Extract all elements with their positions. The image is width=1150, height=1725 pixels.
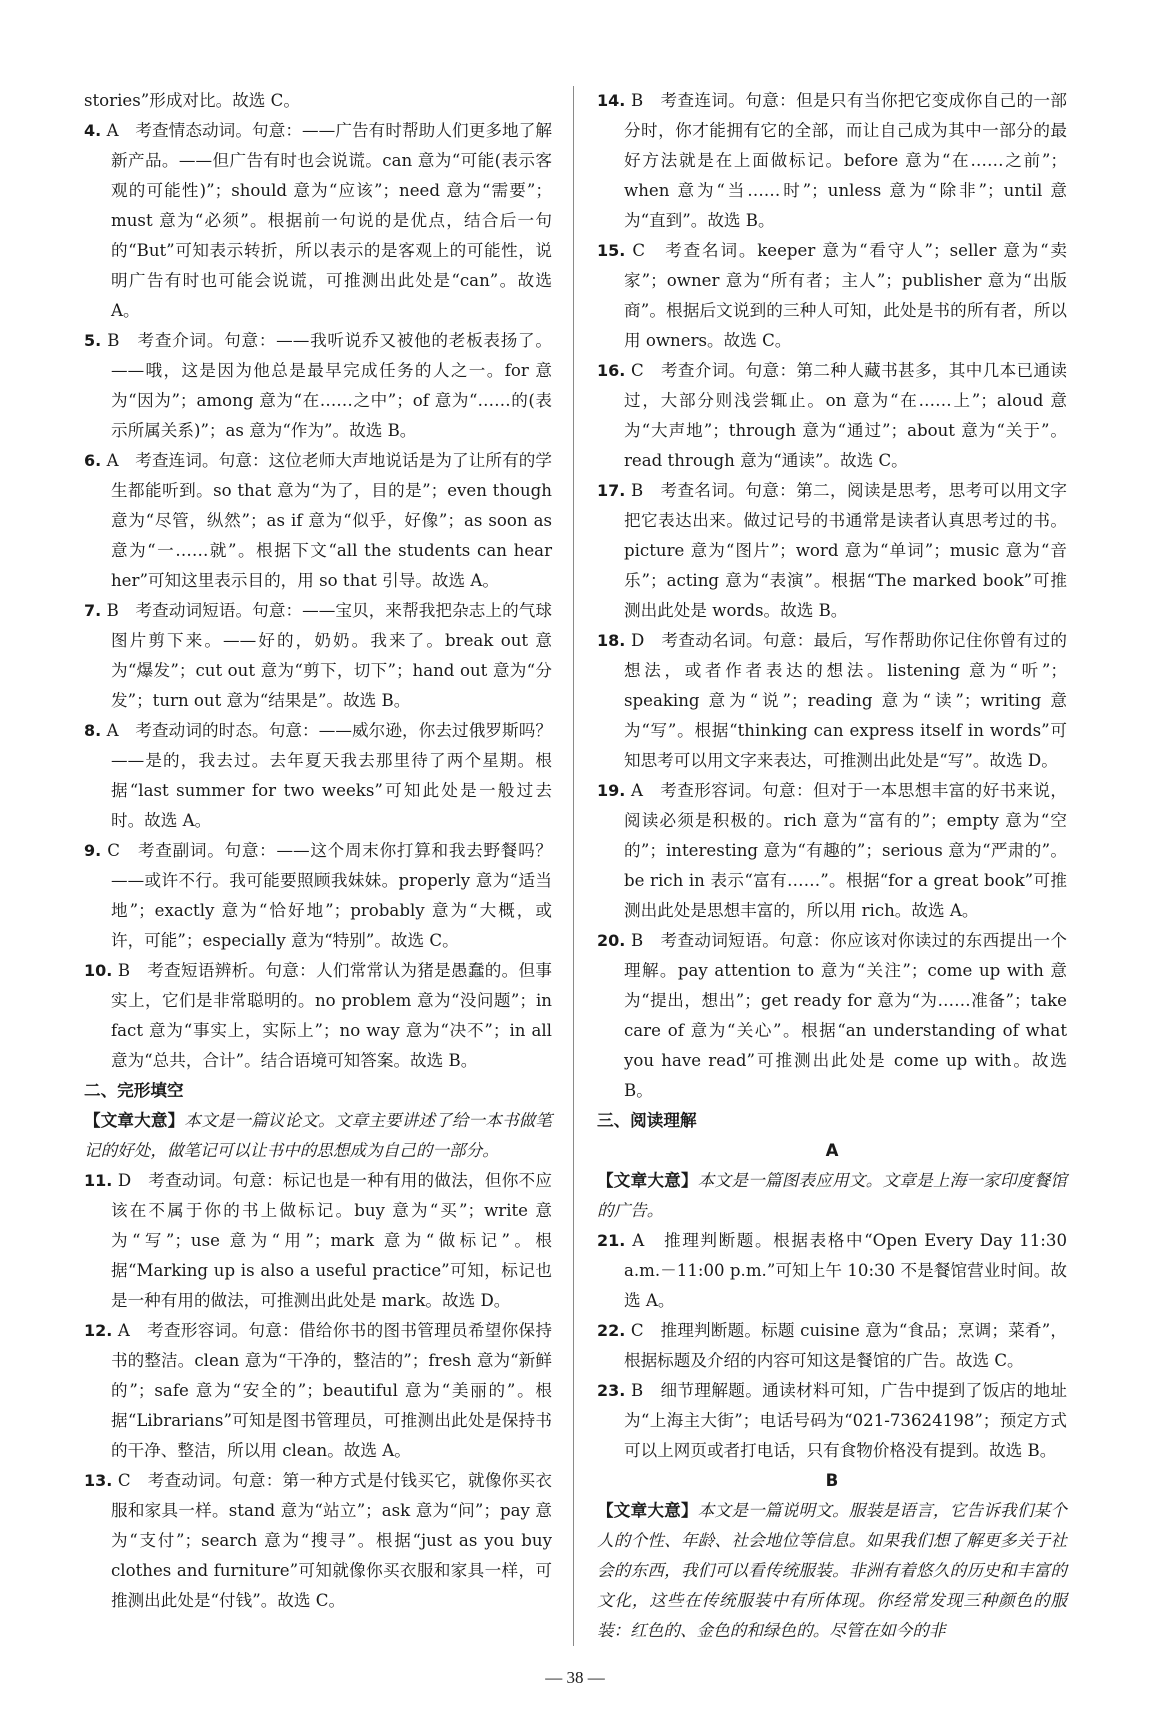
answer-explanation: A 考查情态动词。句意：——广告有时帮助人们更多地了解新产品。——但广告有时也会说谎。can 意为“可能(表示客观的可能性)”；should 意为“应该”；need 意为“需要”；must 意为“必须”。根据前一句说的是优点，结合后一句的“But”可知表示转折，所以表示的是客观上的可能性，说明广告有时也可能会说谎，可推测出此处是“can”。故选 A。	[106, 121, 552, 320]
answer-explanation: D 考查动词。句意：标记也是一种有用的做法，但你不应该在不属于你的书上做标记。buy 意为“买”；write 意为“写”；use 意为“用”；mark 意为“做标记”。根据“Marking up is also a useful practice”可知，标记也是一种有用的做法，可推测出此处是 mark。故选 D。	[111, 1171, 552, 1310]
question-number: 9.	[84, 841, 102, 860]
question-number: 13.	[84, 1471, 113, 1490]
answer-item	[84, 596, 552, 716]
answer-explanation: C 考查动词。句意：第一种方式是付钱买它，就像你买衣服和家具一样。stand 意为“站立”；ask 意为“问”；pay 意为“支付”；search 意为“搜寻”。根据“just as you buy clothes and furniture”可知就像你买衣服和家具一样，可推测出此处是“付钱”。故选 C。	[111, 1471, 552, 1610]
answer-item	[597, 1226, 1067, 1316]
summary-tag: 【文章大意】	[597, 1171, 698, 1190]
question-number: 11.	[84, 1171, 113, 1190]
answer-explanation: B 考查介词。句意：——我听说乔又被他的老板表扬了。——哦，这是因为他总是最早完成任务的人之一。for 意为“因为”；among 意为“在……之中”；of 意为“……的(表示所属关系)”；as 意为“作为”。故选 B。	[107, 331, 552, 440]
answer-item	[597, 356, 1067, 476]
question-number: 17.	[597, 481, 626, 500]
answer-explanation: C 考查介词。句意：第二种人藏书甚多，其中几本已通读过，大部分则浅尝辄止。on 意为“在……上”；aloud 意为“大声地”；through 意为“通过”；about 意为“关于”。read through 意为“通读”。故选 C。	[624, 361, 1067, 470]
answer-explanation: B 考查短语辨析。句意：人们常常认为猪是愚蠢的。但事实上，它们是非常聪明的。no problem 意为“没问题”；in fact 意为“事实上，实际上”；no way 意为“决不”；in all 意为“总共，合计”。结合语境可知答案。故选 B。	[111, 961, 552, 1070]
page-number: — 38 —	[545, 1668, 605, 1687]
summary-tag: 【文章大意】	[84, 1111, 185, 1130]
answer-item	[597, 626, 1067, 776]
left-column	[84, 86, 552, 1616]
answer-explanation: B 细节理解题。通读材料可知，广告中提到了饭店的地址为“上海主大街”；电话号码为“021-73624198”；预定方式可以上网页或者打电话，只有食物价格没有提到。故选 B。	[624, 1381, 1067, 1460]
question-number: 8.	[84, 721, 102, 740]
answer-explanation: D 考查动名词。句意：最后，写作帮助你记住你曾有过的想法，或者作者表达的想法。listening 意为“听”；speaking 意为“说”；reading 意为“读”；writing 意为“写”。根据“thinking can express itself in words”可知思考可以用文字来表达，可推测出此处是“写”。故选 D。	[624, 631, 1067, 770]
answer-explanation: A 考查形容词。句意：但对于一本思想丰富的好书来说，阅读必须是积极的。rich 意为“富有的”；empty 意为“空的”；interesting 意为“有趣的”；serious 意为“严肃的”。be rich in 表示“富有……”。根据“for a great book”可推测出此处是思想丰富的，所以用 rich。故选 A。	[624, 781, 1068, 920]
answer-item	[597, 1376, 1067, 1466]
answer-explanation: A 推理判断题。根据表格中“Open Every Day 11:30 a.m.－11:00 p.m.”可知上午 10:30 不是餐馆营业时间。故选 A。	[624, 1231, 1068, 1310]
answer-item	[597, 926, 1067, 1106]
question-number: 22.	[597, 1321, 626, 1340]
answer-item	[597, 476, 1067, 626]
answer-explanation: B 考查名词。句意：第二，阅读是思考，思考可以用文字把它表达出来。做过记号的书通常是读者认真思考过的书。picture 意为“图片”；word 意为“单词”；music 意为“音乐”；acting 意为“表演”。根据“The marked book”可推测出此处是 words。故选 B。	[624, 481, 1067, 620]
column-divider	[573, 86, 574, 1646]
question-number: 15.	[597, 241, 626, 260]
article-summary	[84, 1106, 552, 1166]
right-column	[597, 86, 1067, 1646]
answer-item	[597, 86, 1067, 236]
question-number: 6.	[84, 451, 102, 470]
answer-explanation: A 考查连词。句意：这位老师大声地说话是为了让所有的学生都能听到。so that 意为“为了，目的是”；even though 意为“尽管，纵然”；as if 意为“似乎，好像”；as soon as 意为“一……就”。根据下文“all the students can hear her”可知这里表示目的，用 so that 引导。故选 A。	[106, 451, 552, 590]
summary-text: 本文是一篇说明文。服装是语言，它告诉我们某个人的个性、年龄、社会地位等信息。如果我们想了解更多关于社会的东西，我们可以看传统服装。非洲有着悠久的历史和丰富的文化，这些在传统服装中有所体现。你经常发现三种颜色的服装：红色的、金色的和绿色的。尽管在如今的非	[597, 1501, 1068, 1640]
article-summary	[597, 1496, 1067, 1646]
answer-explanation: B 考查连词。句意：但是只有当你把它变成你自己的一部分时，你才能拥有它的全部，而让自己成为其中一部分的最好方法就是在上面做标记。before 意为“在……之前”；when 意为“当……时”；unless 意为“除非”；until 意为“直到”。故选 B。	[624, 91, 1067, 230]
answer-item	[84, 716, 552, 836]
question-number: 12.	[84, 1321, 113, 1340]
answer-item	[84, 1466, 552, 1616]
answer-item	[597, 776, 1067, 926]
question-number: 18.	[597, 631, 626, 650]
answer-explanation: A 考查动词的时态。句意：——威尔逊，你去过俄罗斯吗？——是的，我去过。去年夏天我去那里待了两个星期。根据“last summer for two weeks”可知此处是一般过去时。故选 A。	[106, 721, 552, 830]
section-heading: 二、完形填空	[84, 1081, 184, 1100]
summary-text: 本文是一篇图表应用文。文章是上海一家印度餐馆的广告。	[597, 1171, 1068, 1220]
answer-item	[597, 236, 1067, 356]
answer-explanation: C 考查副词。句意：——这个周末你打算和我去野餐吗？——或许不行。我可能要照顾我妹妹。properly 意为“适当地”；exactly 意为“恰好地”；probably 意为“大概，或许，可能”；especially 意为“特别”。故选 C。	[107, 841, 552, 950]
answer-explanation: C 考查名词。keeper 意为“看守人”；seller 意为“卖家”；owner 意为“所有者；主人”；publisher 意为“出版商”。根据后文说到的三种人可知，此处是书的所有者，所以用 owners。故选 C。	[624, 241, 1068, 350]
answer-explanation: C 推理判断题。标题 cuisine 意为“食品；烹调；菜肴”，根据标题及介绍的内容可知这是餐馆的广告。故选 C。	[624, 1321, 1067, 1370]
question-number: 7.	[84, 601, 102, 620]
question-number: 5.	[84, 331, 102, 350]
passage-letter: B	[825, 1471, 839, 1490]
answer-item	[84, 446, 552, 596]
answer-item	[84, 326, 552, 446]
question-number: 14.	[597, 91, 626, 110]
question-number: 16.	[597, 361, 626, 380]
article-summary	[597, 1166, 1067, 1226]
answer-item	[84, 116, 552, 326]
answer-explanation: B 考查动词短语。句意：你应该对你读过的东西提出一个理解。pay attention to 意为“关注”；come up with 意为“提出，想出”；get ready for 意为“为……准备”；take care of 意为“关心”。根据“an understanding of what you have read”可推测出此处是 come up with。故选 B。	[624, 931, 1067, 1100]
answer-item	[84, 1316, 552, 1466]
answer-item	[84, 1166, 552, 1316]
question-number: 20.	[597, 931, 626, 950]
question-number: 23.	[597, 1381, 626, 1400]
answer-explanation: B 考查动词短语。句意：——宝贝，来帮我把杂志上的气球图片剪下来。——好的，奶奶。我来了。break out 意为“爆发”；cut out 意为“剪下，切下”；hand out 意为“分发”；turn out 意为“结果是”。故选 B。	[106, 601, 552, 710]
question-number: 4.	[84, 121, 102, 140]
continued-text: stories”形成对比。故选 C。	[84, 91, 300, 110]
summary-text: 本文是一篇议论文。文章主要讲述了给一本书做笔记的好处，做笔记可以让书中的思想成为自己的一部分。	[84, 1111, 552, 1160]
answer-item	[84, 836, 552, 956]
question-number: 21.	[597, 1231, 626, 1250]
question-number: 10.	[84, 961, 113, 980]
answer-explanation: A 考查形容词。句意：借给你书的图书管理员希望你保持书的整洁。clean 意为“干净的，整洁的”；fresh 意为“新鲜的”；safe 意为“安全的”；beautiful 意为“美丽的”。根据“Librarians”可知是图书管理员，可推测出此处是保持书的干净、整洁，所以用 clean。故选 A。	[111, 1321, 553, 1460]
passage-letter: A	[825, 1141, 839, 1160]
answer-item	[84, 956, 552, 1076]
section-heading: 三、阅读理解	[597, 1111, 697, 1130]
question-number: 19.	[597, 781, 626, 800]
summary-tag: 【文章大意】	[597, 1501, 698, 1520]
answer-item	[597, 1316, 1067, 1376]
